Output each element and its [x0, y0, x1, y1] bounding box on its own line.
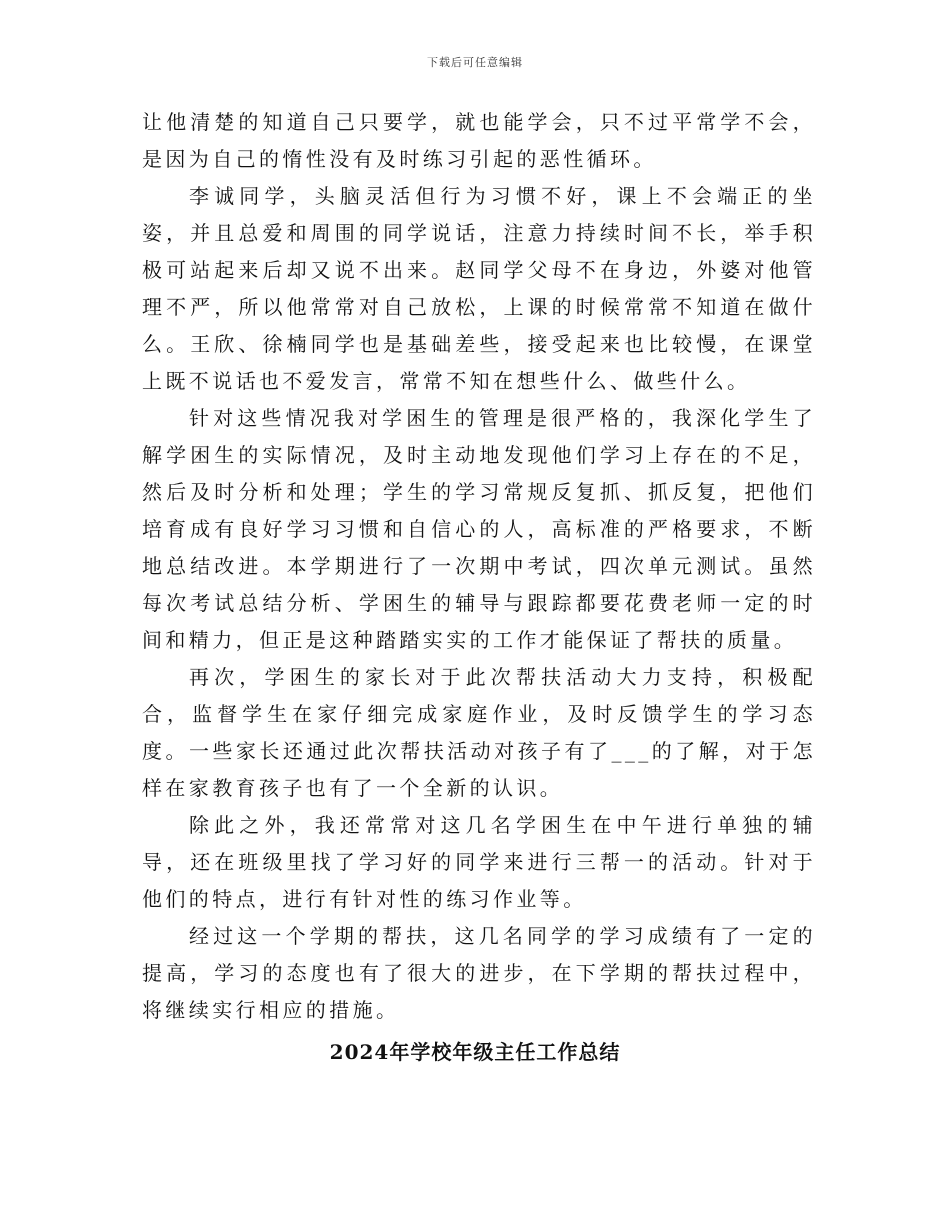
paragraph: 让他清楚的知道自己只要学，就也能学会，只不过平常学不会，是因为自己的惰性没有及时练习引起的恶性循环。 [142, 110, 816, 171]
paragraph: 再次，学困生的家长对于此次帮扶活动大力支持，积极配合，监督学生在家仔细完成家庭作业，及时反馈学生的学习态度。一些家长还通过此次帮扶活动对孩子有了___的了解，对于怎样在家教育孩子也有了一个全新的认识。 [142, 665, 816, 800]
paragraph: 针对这些情况我对学困生的管理是很严格的，我深化学生了解学困生的实际情况，及时主动地发现他们学习上存在的不足，然后及时分析和处理；学生的学习常规反复抓、抓反复，把他们培育成有良好学习习惯和自信心的人，高标准的严格要求，不断地总结改进。本学期进行了一次期中考试，四次单元测试。虽然每次考试总结分析、学困生的辅导与跟踪都要花费老师一定的时间和精力，但正是这种踏踏实实的工作才能保证了帮扶的质量。 [142, 406, 816, 652]
page-header: 下载后可任意编辑 [427, 56, 523, 69]
paragraph: 李诚同学，头脑灵活但行为习惯不好，课上不会端正的坐姿，并且总爱和周围的同学说话，注意力持续时间不长，举手积极可站起来后却又说不出来。赵同学父母不在身边，外婆对他管理不严，所以他常常对自己放松，上课的时候常常不知道在做什么。王欣、徐楠同学也是基础差些，接受起来也比较慢，在课堂上既不说话也不爱发言，常常不知在想些什么、做些什么。 [142, 184, 816, 393]
section-title: 2024年学校年级主任工作总结 [329, 1040, 621, 1064]
paragraph: 经过这一个学期的帮扶，这几名同学的学习成绩有了一定的提高，学习的态度也有了很大的进步，在下学期的帮扶过程中，将继续实行相应的措施。 [142, 924, 816, 1022]
paragraph: 除此之外，我还常常对这几名学困生在中午进行单独的辅导，还在班级里找了学习好的同学来进行三帮一的活动。针对于他们的特点，进行有针对性的练习作业等。 [142, 813, 816, 911]
document-body [142, 104, 816, 1029]
